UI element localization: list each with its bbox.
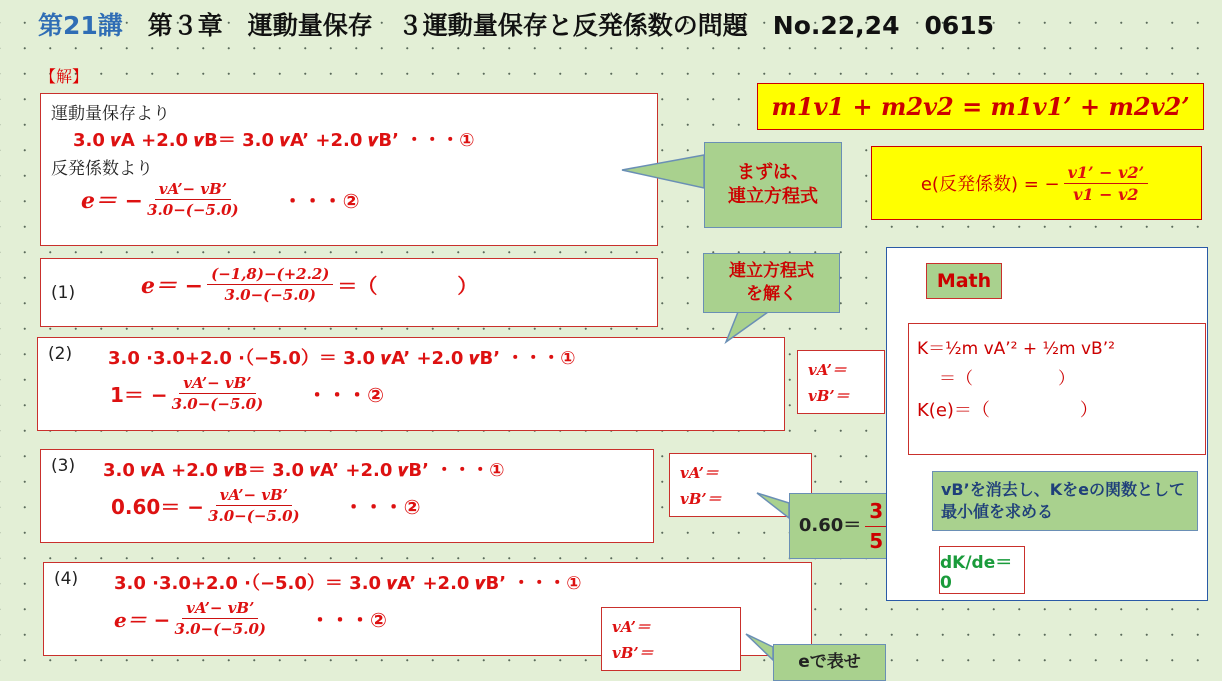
ratio-den: 5 [869,528,884,553]
q2-momentum-equation: 3.0 ·3.0+2.0 ·（−5.0）＝ 3.0 𝒗A’ +2.0 𝒗B’ ・・・① [108,348,576,369]
q3-label: (3) [51,456,76,476]
energy-box [908,323,1206,455]
callout-eliminate: vB’を消去し、Kをeの関数として最小値を求める [932,471,1198,531]
eq-mark: ・・・② [307,383,385,407]
restitution-heading: 反発係数より [51,159,153,179]
callout-first: まずは、 連立方程式 [704,142,842,228]
k-line1: K＝½m vA’² + ½m vB’² [917,339,1115,359]
fraction-denominator: 3.0−(−5.0) [147,201,239,219]
fraction-numerator: vA’− vB’ [182,599,258,619]
callout-express-e: eで表せ [773,644,886,681]
answer-va: vA’＝ [808,361,847,379]
q3-prefix: 0.60＝ − [111,495,205,519]
answer-va: vA’＝ [612,618,651,636]
fraction-numerator: (−1,8)−(+2.2) [207,265,333,285]
restitution-fraction [1064,163,1149,204]
fraction-numerator: vA’− vB’ [179,374,255,394]
q2-label: (2) [48,344,73,364]
momentum-formula-text: m1v1 + m2v2 = m1v1’ + m2v2’ [771,92,1190,121]
eq-mark: ・・・② [343,495,421,519]
momentum-formula [757,83,1204,130]
e-prefix: e＝ − [141,273,204,299]
math-panel [886,247,1208,601]
solution-label: 【解】 [40,67,89,86]
answer-va: vA’＝ [680,464,719,482]
q1-answer-blank: ＝（ ） [337,274,478,298]
fraction-numerator: vA’− vB’ [216,486,292,506]
q2-prefix: 1＝ − [110,383,168,407]
q4-prefix: e＝ − [114,608,171,632]
eq-mark: ・・・② [309,608,387,632]
fraction-numerator: vA’− vB’ [155,180,231,200]
fraction-denominator: 3.0−(−5.0) [171,395,264,413]
callout-solve: 連立方程式 を解く [703,253,840,313]
ratio-num: 3 [865,498,887,527]
derivative-box [939,546,1025,594]
restitution-num: v1’ − v2’ [1064,163,1149,184]
derivative-text: dK/de＝0 [940,552,1013,593]
q4-label: (4) [54,569,79,589]
answer-vb: vB’＝ [612,644,654,662]
k-line2: ＝（ ） [939,369,1075,389]
q1-label: (1) [51,283,76,303]
q3-momentum-equation: 3.0 𝒗A +2.0 𝒗B＝ 3.0 𝒗A’ +2.0 𝒗B’ ・・・① [103,460,505,481]
eq-mark: ・・・② [282,189,360,213]
fraction-denominator: 3.0−(−5.0) [174,620,266,638]
ratio-prefix: 0.60＝ [798,514,862,536]
momentum-heading: 運動量保存より [51,104,170,124]
math-tag [926,263,1002,299]
title-text: 第３章 運動量保存 ３運動量保存と反発係数の問題 No.22,24 0615 [122,11,995,40]
restitution-den: v1 − v2 [1073,184,1139,204]
answer-vb: vB’＝ [808,387,850,405]
restitution-prefix: e(反発係数) = − [920,174,1060,195]
ratio-fraction [865,498,887,555]
e-prefix: e＝ − [81,188,144,214]
callout-ratio [789,493,901,559]
k-line3: K(e)＝（ ） [917,400,1098,421]
math-tag-label: Math [936,270,992,292]
momentum-equation: 3.0 𝒗A +2.0 𝒗B＝ 3.0 𝒗A’ +2.0 𝒗B’ ・・・① [73,130,475,151]
answer-vb: vB’＝ [680,490,722,508]
restitution-formula [871,146,1202,220]
fraction-denominator: 3.0−(−5.0) [208,507,300,525]
lecture-number: 第21講 [38,11,123,40]
q4-momentum-equation: 3.0 ·3.0+2.0 ·（−5.0）＝ 3.0 𝒗A’ +2.0 𝒗B’ ・・・① [114,573,582,594]
fraction-denominator: 3.0−(−5.0) [224,286,316,304]
